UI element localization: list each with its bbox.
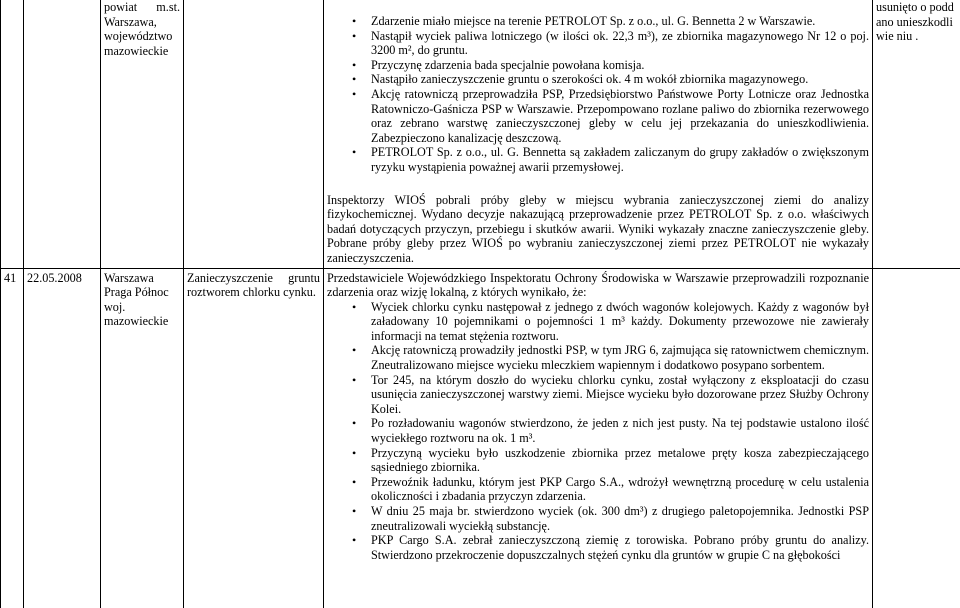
date-cell xyxy=(24,0,101,268)
list-item xyxy=(371,300,869,344)
date-cell xyxy=(24,268,101,608)
list-item-text: Przyczynę zdarzenia bada specjalnie powołana komisja. xyxy=(371,58,644,72)
description-cell xyxy=(324,268,873,608)
list-item xyxy=(371,87,869,145)
description-cell xyxy=(324,0,873,268)
list-item xyxy=(371,475,869,504)
incident-type: Zanieczyszczenie gruntu roztworem chlorku cynku. xyxy=(187,271,320,300)
number-cell xyxy=(1,0,24,268)
list-item-text: Akcję ratowniczą prowadziły jednostki PSP, w tym JRG 6, zajmująca się ratownictwem chemicznym. Zneutralizowano miejsce wycieku mleczkiem wapiennym i dodatkowo posypano sorbentem. xyxy=(371,343,869,372)
list-item xyxy=(371,29,869,58)
list-item-text: Zdarzenie miało miejsce na terenie PETROLOT Sp. z o.o., ul. G. Bennetta 2 w Warszawie. xyxy=(371,14,815,28)
table-row xyxy=(1,268,960,608)
list-item-text: PKP Cargo S.A. zebrał zanieczyszczoną ziemię z torowiska. Pobrano próby gruntu do analizy. Stwierdzono przekroczenie dopuszczalnych stężeń cynku dla gruntów w grupie C na głębokości xyxy=(371,533,869,562)
list-item-text: Nastąpiło zanieczyszczenie gruntu o szerokości ok. 4 m wokół zbiornika magazynowego. xyxy=(371,72,808,86)
location-text: Warszawa Praga Północ woj. mazowieckie xyxy=(104,271,180,329)
list-item-text: Akcję ratowniczą przeprowadziła PSP, Przedsiębiorstwo Państwowe Porty Lotnicze oraz Jednostka Ratowniczo-Gaśnicza PSP w Warszawie. Przepompowano rozlane paliwo do zbiornika rezerwowego oraz zebrano warstwę zanieczyszczonej gleby w celu jej przekazania do unieszkodliwienia. Zabezpieczono kanalizację deszczową. xyxy=(371,87,869,145)
bullet-list xyxy=(327,300,869,563)
list-item xyxy=(371,72,869,87)
location-line: województwo xyxy=(104,29,180,44)
list-item-text: PETROLOT Sp. z o.o., ul. G. Bennetta są zakładem zaliczanym do grupy zakładów o zwiększonym ryzyku wystąpienia poważnej awarii przemysłowej. xyxy=(371,145,869,174)
bullet-list xyxy=(327,14,869,175)
incident-cell xyxy=(184,0,324,268)
row-number: 41 xyxy=(4,271,16,285)
number-cell xyxy=(1,268,24,608)
list-item xyxy=(371,446,869,475)
list-item-text: W dniu 25 maja br. stwierdzono wyciek (ok. 300 dm³) z drugiego paletopojemnika. Jednostki PSP zneutralizowali wyciekłą substancję. xyxy=(371,504,869,533)
list-item xyxy=(371,504,869,533)
inspection-paragraph: Inspektorzy WIOŚ pobrali próby gleby w miejscu wybrania zanieczyszczonej ziemi do analizy fizykochemicznej. Wydano decyzje nakazującą przeprowadzenie przez PETROLOT Sp. z o.o. właściwych badań dotyczących przyczyn, przebiegu i skutków awarii. Wyniki wykazały znaczne zanieczyszczenie gleby. Pobrane próby gleby przez WIOŚ po wybraniu zanieczyszczonej ziemi przez PETROLOT nie wykazały zanieczyszczenia. xyxy=(327,193,869,266)
list-item-text: Wyciek chlorku cynku następował z jednego z dwóch wagonów kolejowych. Każdy z wagonów był załadowany 10 pojemnikami o pojemności 1 m³ każdy. Dokumenty przewozowe nie zawierały informacji na temat stężenia roztworu. xyxy=(371,300,869,343)
location-cell xyxy=(101,0,184,268)
incident-date: 22.05.2008 xyxy=(27,271,82,285)
list-item-text: Po rozładowaniu wagonów stwierdzono, że jeden z nich jest pusty. Na tej podstawie ustalono ilość wyciekłego roztworu na ok. 1 m³. xyxy=(371,416,869,445)
list-item-text: Przyczyną wycieku było uszkodzenie zbiornika przez metalowe pręty kosza zabezpieczającego sąsiedniego zbiornika. xyxy=(371,446,869,475)
incident-cell xyxy=(184,268,324,608)
list-item xyxy=(371,416,869,445)
list-item xyxy=(371,373,869,417)
list-item xyxy=(371,58,869,73)
list-item xyxy=(371,533,869,562)
measures-cell xyxy=(873,0,960,268)
location-cell xyxy=(101,268,184,608)
list-item-text: Nastąpił wyciek paliwa lotniczego (w ilości ok. 22,3 m³), ze zbiornika magazynowego Nr 12 o poj. 3200 m², do gruntu. xyxy=(371,29,869,58)
measures-text: usunięto o poddano unieszkodliwie niu . xyxy=(876,0,958,44)
intro-paragraph: Przedstawiciele Wojewódzkiego Inspektoratu Ochrony Środowiska w Warszawie przeprowadzili rozpoznanie zdarzenia oraz wizję lokalną, z których wynikało, że: xyxy=(327,271,869,300)
measures-cell xyxy=(873,268,960,608)
list-item xyxy=(371,145,869,174)
table-row xyxy=(1,0,960,268)
list-item xyxy=(371,14,869,29)
list-item-text: Przewoźnik ładunku, którym jest PKP Cargo S.A., wdrożył wewnętrzną procedurę w celu ustalenia okoliczności i zbadania przyczyn zdarzenia. xyxy=(371,475,869,504)
location-line: Warszawa, xyxy=(104,15,180,30)
list-item-text: Tor 245, na którym doszło do wycieku chlorku cynku, został wyłączony z eksploatacji do czasu usunięcia zanieczyszczonej warstwy ziemi. Miejsce wycieku było dozorowane przez Służby Ochrony Kolei. xyxy=(371,373,869,416)
location-line: mazowieckie xyxy=(104,44,180,59)
list-item xyxy=(371,343,869,372)
location-line: powiat m.st. xyxy=(104,0,180,15)
